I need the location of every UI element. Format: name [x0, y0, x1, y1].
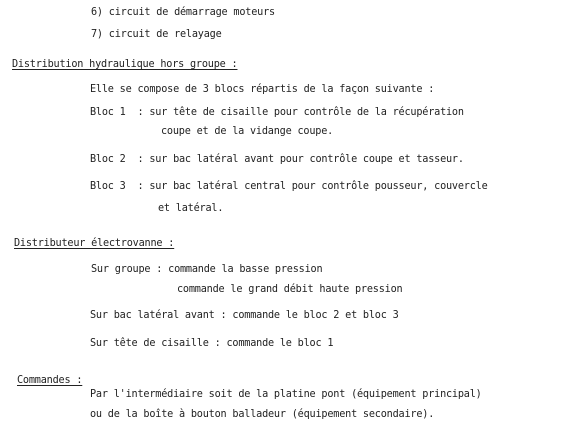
bloc-1-line-2: coupe et de la vidange coupe. [161, 126, 334, 137]
bloc-3-line-2: et latéral. [158, 203, 224, 214]
heading-distribution-hydraulique: Distribution hydraulique hors groupe : [12, 59, 238, 70]
heading-distributeur-electrovanne: Distributeur électrovanne : [14, 238, 175, 249]
hydraulique-intro: Elle se compose de 3 blocs répartis de la façon suivante : [90, 84, 435, 95]
sur-bac-lateral: Sur bac latéral avant : commande le bloc 2 et bloc 3 [90, 310, 399, 321]
bloc-1-line-1: Bloc 1 : sur tête de cisaille pour contrôle de la récupération [90, 107, 464, 118]
heading-commandes: Commandes : [17, 375, 83, 386]
bloc-2: Bloc 2 : sur bac latéral avant pour contrôle coupe et tasseur. [90, 154, 464, 165]
sur-groupe-line-1: Sur groupe : commande la basse pression [91, 264, 323, 275]
list-item-6: 6) circuit de démarrage moteurs [91, 7, 275, 18]
commandes-line-2: ou de la boîte à bouton balladeur (équipement secondaire). [90, 409, 435, 420]
bloc-3-line-1: Bloc 3 : sur bac latéral central pour contrôle pousseur, couvercle [90, 181, 488, 192]
sur-groupe-line-2: commande le grand débit haute pression [177, 284, 403, 295]
commandes-line-1: Par l'intermédiaire soit de la platine pont (équipement principal) [90, 389, 482, 400]
list-item-7: 7) circuit de relayage [91, 29, 222, 40]
sur-tete-cisaille: Sur tête de cisaille : commande le bloc 1 [90, 338, 334, 349]
